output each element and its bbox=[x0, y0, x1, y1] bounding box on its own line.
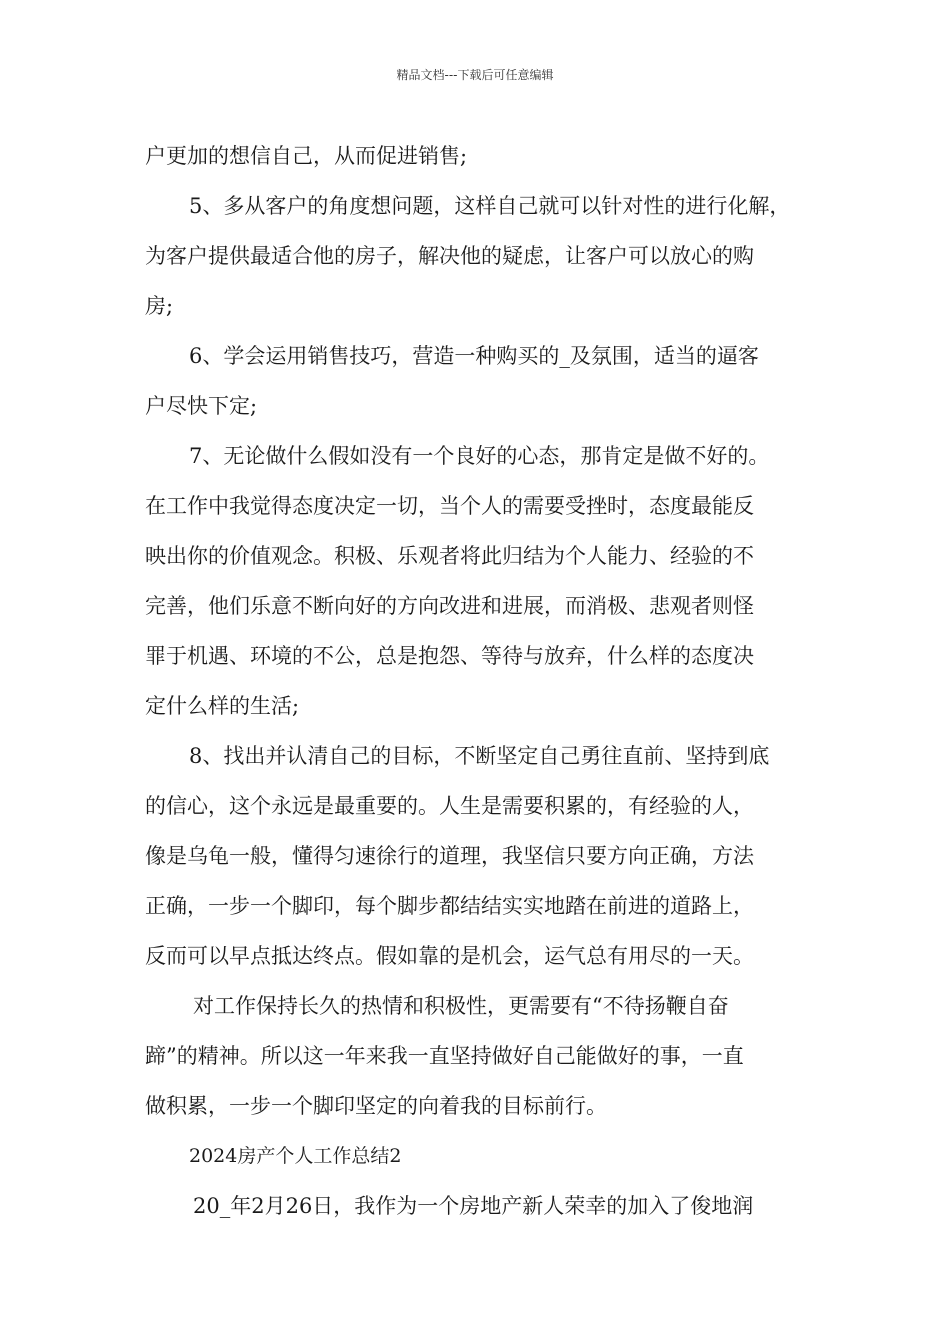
text-line: 反而可以早点抵达终点。假如靠的是机会，运气总有用尽的一天。 bbox=[145, 944, 754, 968]
section-heading: 2024房产个人工作总结2 bbox=[189, 1145, 402, 1167]
list-item-6: 6、学会运用销售技巧，营造一种购买的_及氛围，适当的逼客 bbox=[189, 344, 759, 368]
text-line: 为客户提供最适合他的房子，解决他的疑虑，让客户可以放心的购 bbox=[145, 244, 754, 268]
text-line: 的信心，这个永远是最重要的。人生是需要积累的，有经验的人， bbox=[145, 794, 754, 818]
paragraph-start: 对工作保持长久的热情和积极性，更需要有“不待扬鞭自奋 bbox=[193, 994, 729, 1018]
page-header: 精品文档---下载后可任意编辑 bbox=[396, 68, 554, 82]
text-line: 户更加的想信自己，从而促进销售; bbox=[145, 144, 468, 168]
list-item-8: 8、找出并认清自己的目标，不断坚定自己勇往直前、坚持到底 bbox=[189, 744, 770, 768]
text-line: 完善，他们乐意不断向好的方向改进和进展，而消极、悲观者则怪 bbox=[145, 594, 754, 618]
text-line: 正确，一步一个脚印，每个脚步都结结实实地踏在前进的道路上， bbox=[145, 894, 754, 918]
text-line: 房; bbox=[145, 294, 174, 318]
list-item-5: 5、多从客户的角度想问题，这样自己就可以针对性的进行化解， bbox=[189, 194, 791, 218]
text-line: 蹄”的精神。所以这一年来我一直坚持做好自己能做好的事，一直 bbox=[145, 1044, 744, 1068]
text-line: 罪于机遇、环境的不公，总是抱怨、等待与放弃，什么样的态度决 bbox=[145, 644, 754, 668]
paragraph-start: 20_年2月26日，我作为一个房地产新人荣幸的加入了俊地润 bbox=[193, 1194, 754, 1218]
text-line: 映出你的价值观念。积极、乐观者将此归结为个人能力、经验的不 bbox=[145, 544, 754, 568]
text-line: 定什么样的生活; bbox=[145, 694, 300, 718]
text-line: 像是乌龟一般，懂得匀速徐行的道理，我坚信只要方向正确，方法 bbox=[145, 844, 754, 868]
text-line: 做积累，一步一个脚印坚定的向着我的目标前行。 bbox=[145, 1094, 607, 1118]
document-body bbox=[145, 131, 817, 1231]
text-line: 在工作中我觉得态度决定一切，当个人的需要受挫时，态度最能反 bbox=[145, 494, 754, 518]
text-line: 户尽快下定; bbox=[145, 394, 258, 418]
list-item-7: 7、无论做什么假如没有一个良好的心态，那肯定是做不好的。 bbox=[189, 444, 770, 468]
